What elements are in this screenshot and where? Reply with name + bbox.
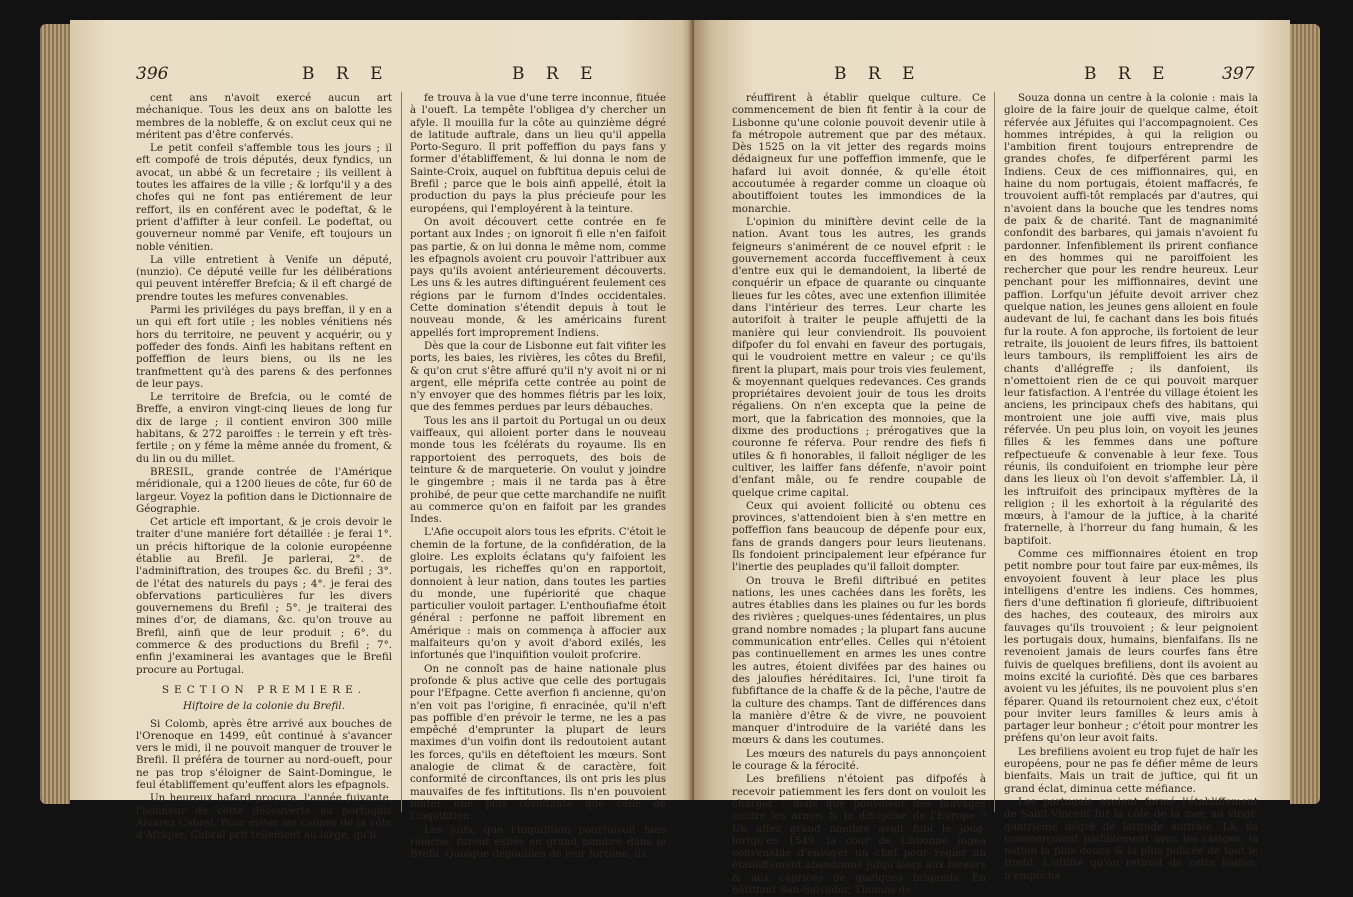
paragraph: Les juifs, que l'inquifition pourfuivoit fans relâche, furent exilés en grand nombre dans le Brefil. Quoique dépouillés de leur fortune, ils <box>410 823 666 861</box>
paragraph: On ne connoît pas de haine nationale plus profonde & plus active que celle des portugais pour l'Efpagne. Cette averfion fi ancienne, qu'on n'en voit pas l'origine, fi enracinée, qu'il n'eft pas poffible d'en prévoir le terme, ne les a pas empêché d'emprunter la plupart de leurs maximes d'un voifin dont ils redoutoient autant les forces, qu'ils en déteftoient les mœurs. Sont analogie de climat & de caractère, foit conformité de circonftances, ils ont pris les plus mauvaifes de fes inftitutions. Ils n'en pouvoient imiter une plus révoltante que celle de l'inquifition. <box>410 662 666 823</box>
paragraph: L'Afie occupoit alors tous les efprits. C'étoit le chemin de la fortune, de la confidération, de la gloire. Les exploits éclatans qu'y faifoient les portugais, les richeffes qu'on en rapportoit, donnoient à leur nation, dans toutes les parties du monde, une fupériorité que chaque particulier vouloit partager. L'enthoufiafme étoit général : perfonne ne paffoit librement en Amérique : mais on commença à affocier aux malfaiteurs qu'on y avoit d'abord exilés, les infortunés que l'inquifition vouloit profcrire. <box>410 526 666 662</box>
paragraph: Dès que la cour de Lisbonne eut fait vifiter les ports, les baies, les rivières, les côtes du Brefil, & qu'on crut s'être affuré qu'il n'y avoit ni or ni argent, elle méprifa cette contrée au point de n'y envoyer que des hommes flétris par les loix, que des femmes perdues par leurs débauches. <box>410 339 666 414</box>
paragraph: fe trouva à la vue d'une terre inconnue, fituée à l'oueft. La tempête l'obligea d'y chercher un afyle. Il mouilla fur la côte au quinzième dégré de latitude auftrale, dans un lieu qu'il appella Porto-Seguro. Il prit poffeffion du pays fans y former d'établiffement, & lui donna le nom de Sainte-Croix, auquel on fubftitua depuis celui de Brefil ; parce que le bois ainfi appellé, étoit la production du pays la plus précieufe pour les européens, qui l'employérent à la teinture. <box>410 92 666 215</box>
left-column-2 <box>410 92 666 861</box>
paragraph: Souza donna un centre à la colonie : mais la gloire de la faire jouir de quelque calme, étoit réfervée aux Jéfuites qui l'accompagnoient. Ces hommes intrépides, à qui la religion ou l'ambition firent toujours entreprendre de grandes chofes, fe difperférent parmi les Indiens. Ceux de ces miffionnaires, qui, en haine du nom portugais, étoient maffacrés, fe trouvoient auffi-tôt remplacés par d'autres, qui n'avoient dans la bouche que les tendres noms de paix & de charité. Tant de magnanimité confondit des barbares, qui jamais n'avoient fu pardonner. Infenfiblement ils prirent confiance en des hommes qui ne paroiffoient les rechercher que pour les rendre heureux. Leur penchant pour les miffionnaires, devint une paffion. Lorfqu'un jéfuite devoit arriver chez quelque nation, les jeunes gens alloient en foule audevant de lui, fe cachant dans les bois fitués fur la route. A fon approche, ils fortoient de leur retraite, ils jouoient de leurs fifres, ils battoient leurs tambours, ils rempliffoient les airs de chants d'allégreffe ; ils danfoient, ils n'omettoient rien de ce qui pouvoit marquer leur fatisfaction. A l'entrée du village étoient les anciens, les principaux chefs des habitans, qui montroient une joie auffi vive, mais plus réfervée. Un peu plus loin, on voyoit les jeunes filles & les femmes dans une pofture refpectueufe & convenable à leur fexe. Tous réunis, ils conduifoient en triomphe leur père dans les lieux où l'on devoit s'affembler. Là, il les inftruifoit des principaux myftères de la religion ; il les exhortoit à la régularité des mœurs, à l'amour de la juftice, à la charité fraternelle, à l'horreur du fang humain, & les baptifoit. <box>1004 92 1258 547</box>
right-column-2 <box>1004 92 1258 883</box>
running-head: B R E <box>1084 64 1173 84</box>
left-page <box>70 20 694 861</box>
paragraph: BRESIL, grande contrée de l'Amérique méridionale, qui a 1200 lieues de côte, fur 60 de largeur. Voyez la pofition dans le Dictionnaire de Géographie. <box>136 465 392 515</box>
column-divider <box>401 92 402 812</box>
paragraph: Les brefiliens n'étoient pas difpofés à recevoir patiemment les fers dont on vouloit les charger : mais que pouvoient des fauvages contre les armes & la difcipline de l'Europe ? Un affez grand nombre avoit fubi le joug, lorfqu'en 1549, la cour de Lisbonne jugea convenable d'envoyer un chef pour régler un établiffement abandonné jufqu'alors aux fureurs & aux caprices de quelques brigands. En bâtiffant San-Salvador, Thomas de <box>732 773 986 896</box>
paragraph: Un heureux hafard procura, l'année fuivante, l'honneur de cette découverte au portugais Alvarez Cabral. Pour éviter les calmes de la côte d'Afrique, Cabral prit tellement au large, qu'il <box>136 792 392 842</box>
page-number-right: 397 <box>1222 64 1255 84</box>
paragraph: On avoit découvert cette contrée en fe portant aux Indes ; on ignoroit fi elle n'en faifoit pas partie, & on lui donna le même nom, comme les efpagnols avoient cru pouvoir l'attribuer aux pays qu'ils avoient antérieurement découverts. Les uns & les autres diftinguérent feulement ces régions par le furnom d'Indes occidentales. Cette domination s'étendit depuis à tout le nouveau monde, & les américains furent appellés fort improprement Indiens. <box>410 215 666 339</box>
paragraph: Le territoire de Brefcia, ou le comté de Breffe, a environ vingt-cinq lieues de long fur dix de large ; il contient environ 300 mille habitans, & 272 paroiffes : le terrein y eft très-fertile ; on y féme la même année du froment, & du lin ou du millet. <box>136 391 392 465</box>
page-number-left: 396 <box>136 64 169 84</box>
section-subtitle: Hiftoire de la colonie du Brefil. <box>183 700 345 713</box>
book-edge-left <box>40 24 70 804</box>
column-divider <box>994 92 995 812</box>
book-edge-right <box>1290 24 1320 804</box>
paragraph: Comme ces miffionnaires étoient en trop petit nombre pour tout faire par eux-mêmes, ils envoyoient fouvent à leur place les plus intelligens d'entre les indiens. Ces hommes, fiers d'une deftination fi glorieufe, diftribuoient des haches, des couteaux, des miroirs aux fauvages qu'ils trouvoient ; & leur peignoient les portugais doux, humains, bienfaifans. Ils ne revenoient jamais de leurs courfes fans être fuivis de quelques brefiliens, dont ils avoient au moins excité la curiofité. Dès que ces barbares avoient vu les jéfuites, ils ne pouvoient plus s'en féparer. Quand ils retournoient chez eux, c'étoit pour inviter leurs familles & leurs amis à partager leur bonheur ; c'étoit pour montrer les préfens qu'on leur avoit faits. <box>1004 547 1258 745</box>
paragraph: cent ans n'avoit exercé aucun art méchanique. Tous les deux ans on balotte les membres de la nobleffe, & on exclut ceux qui ne méritent pas d'être confervés. <box>136 92 392 141</box>
paragraph: réuffirent à établir quelque culture. Ce commencement de bien fit fentir à la cour de Lisbonne qu'une colonie pouvoit devenir utile à fa métropole autrement que par des métaux. Dès 1525 on la vit jetter des regards moins dédaigneux fur une poffeffion immenfe, que le hafard lui avoit donnée, & qu'elle étoit accoutumée à regarder comme un cloaque où aboutiffoient toutes les immondices de la monarchie. <box>732 92 986 215</box>
paragraph: Tous les ans il partoit du Portugal un ou deux vaiffeaux, qui alloient porter dans le nouveau monde tous les fcélérats du royaume. Ils en rapportoient des perroquets, des bois de teinture & de marqueterie. On voulut y joindre le gingembre ; mais il ne tarda pas à être prohibé, de peur que cette marchandife ne nuifît au commerce qu'on en faifoit par les grandes Indes. <box>410 414 666 526</box>
right-page <box>694 20 1290 896</box>
paragraph: Le petit confeil s'affemble tous les jours ; il eft compofé de trois députés, deux fyndics, un avocat, un abbé & un fecretaire ; ils veillent à toutes les affaires de la ville ; & lorfqu'il y a des chofes qui ne font pas entiérement de leur reffort, ils en conférent avec le podeftat, & le prient d'affifter à leur confeil. Le podeftat, ou gouverneur nommé par Venife, eft toujours un noble vénitien. <box>136 142 392 253</box>
paragraph: Les brefiliens avoient eu trop fujet de haïr les européens, pour ne pas fe défier même de leurs bienfaits. Mais un trait de juftice, qui fit un grand éclat, diminua cette méfiance. <box>1004 745 1258 795</box>
paragraph: Cet article eft important, & je crois devoir le traiter d'une maniére fort détaillée : je ferai 1°. un précis hiftorique de la colonie européenne établie au Brefil. Je parlerai, 2°. de l'adminiftration, des troupes &c. du Brefil ; 3°. de l'état des naturels du pays ; 4°. je ferai des obfervations particulières fur les divers gouvernemens du Brefil ; 5°. je traiterai des mines d'or, de diamans, &c. qu'on trouve au Brefil, ainfi que de leur produit ; 6°. du commerce & des productions du Brefil ; 7°. enfin j'examinerai les avantages que le Brefil procure au Portugal. <box>136 516 392 676</box>
paragraph: La ville entretient à Venife un député, (nunzio). Ce député veille fur les délibérations qui peuvent intéreffer Brefcia; & il eft chargé de prendre toutes les mefures convenables. <box>136 253 392 303</box>
running-head: B R E <box>512 64 601 84</box>
paragraph: Les mœurs des naturels du pays annonçoient le courage & la férocité. <box>732 747 986 773</box>
left-column-1 <box>136 92 392 843</box>
paragraph: Les portugais avoient formé l'établiffement de Saint-Vincent fur la côte de la mer, au vingt-quatrième dégré de latitude auftrale. Là, ils commerçoient paifiblement avec les cariges, la nation la plus douce & la plus policée de tout le Brefil. L'utilité qu'on retiroit de cette liaifon, n'empêcha <box>1004 795 1258 882</box>
paragraph: Parmi les priviléges du pays breffan, il y en a un qui eft fort utile ; les nobles vénitiens nés hors du territoire, ne peuvent y acquérir, ou y poffeder des fonds. Ainfi les habitans reftent en poffeffion de leurs biens, ou ils ne les tranfmettent qu'à des parens & des perfonnes de leur pays. <box>136 304 392 390</box>
paragraph: L'opinion du miniftère devint celle de la nation. Avant tous les autres, les grands feigneurs s'animérent de ce nouvel efprit : le gouvernement accorda fucceffivement à ceux d'entre eux qui le demandoient, la liberté de conquérir un efpace de quarante ou cinquante lieues fur les côtes, avec une extenfion illimitée dans l'intérieur des terres. Leur charte les autorifoit à traiter le peuple affujetti de la manière qui leur conviendroit. Ils pouvoient difpofer du fol envahi en faveur des portugais, qui le voudroient mettre en valeur ; ce qu'ils firent la plupart, mais pour trois vies feulement, & moyennant quelques redevances. Ces grands propriétaires devoient jouir de tous les droits régaliens. On n'en excepta que la peine de mort, que la fabrication des monnoies, que la dixme des productions ; prérogatives que la couronne fe réferva. Pour rendre des fiefs fi utiles & fi honorables, il falloit négliger de les cultiver, les laiffer fans défenfe, n'avoir point d'enfant mâle, ou fe rendre coupable de quelque crime capital. <box>732 215 986 499</box>
section-heading: SECTION PREMIERE. <box>161 683 367 696</box>
running-head: B R E <box>302 64 391 84</box>
paragraph: On trouva le Brefil diftribué en petites nations, les unes cachées dans les forêts, les autres établies dans les plaines ou fur les bords des rivières ; quelques-unes fédentaires, un plus grand nombre nomades ; la plupart fans aucune communication entr'elles. Celles qui n'étoient pas continuellement en armes les unes contre les autres, étoient divifées par des haines ou des jaloufies héréditaires. Ici, l'une tiroit fa fubfiftance de la chaffe & de la pêche, l'autre de la culture des champs. Tant de différences dans la manière d'être & de vivre, ne pouvoient manquer d'introduire de la variété dans les mœurs & dans les coutumes. <box>732 574 986 747</box>
paragraph: Si Colomb, après être arrivé aux bouches de l'Orenoque en 1499, eût continué à s'avancer vers le midi, il ne pouvoit manquer de trouver le Brefil. Il préféra de tourner au nord-oueft, pour ne pas trop s'éloigner de Saint-Domingue, le feul établiffement qu'euffent alors les efpagnols. <box>136 717 392 792</box>
running-head: B R E <box>834 64 923 84</box>
right-column-1 <box>732 92 986 897</box>
paragraph: Ceux qui avoient follicité ou obtenu ces provinces, s'attendoient bien à s'en mettre en poffeffion fans beaucoup de dépenfe pour eux, fans de grands dangers pour leurs lieutenans. Ils fondoient principalement leur efpérance fur l'inertie des peuplades qu'il falloit dompter. <box>732 499 986 574</box>
